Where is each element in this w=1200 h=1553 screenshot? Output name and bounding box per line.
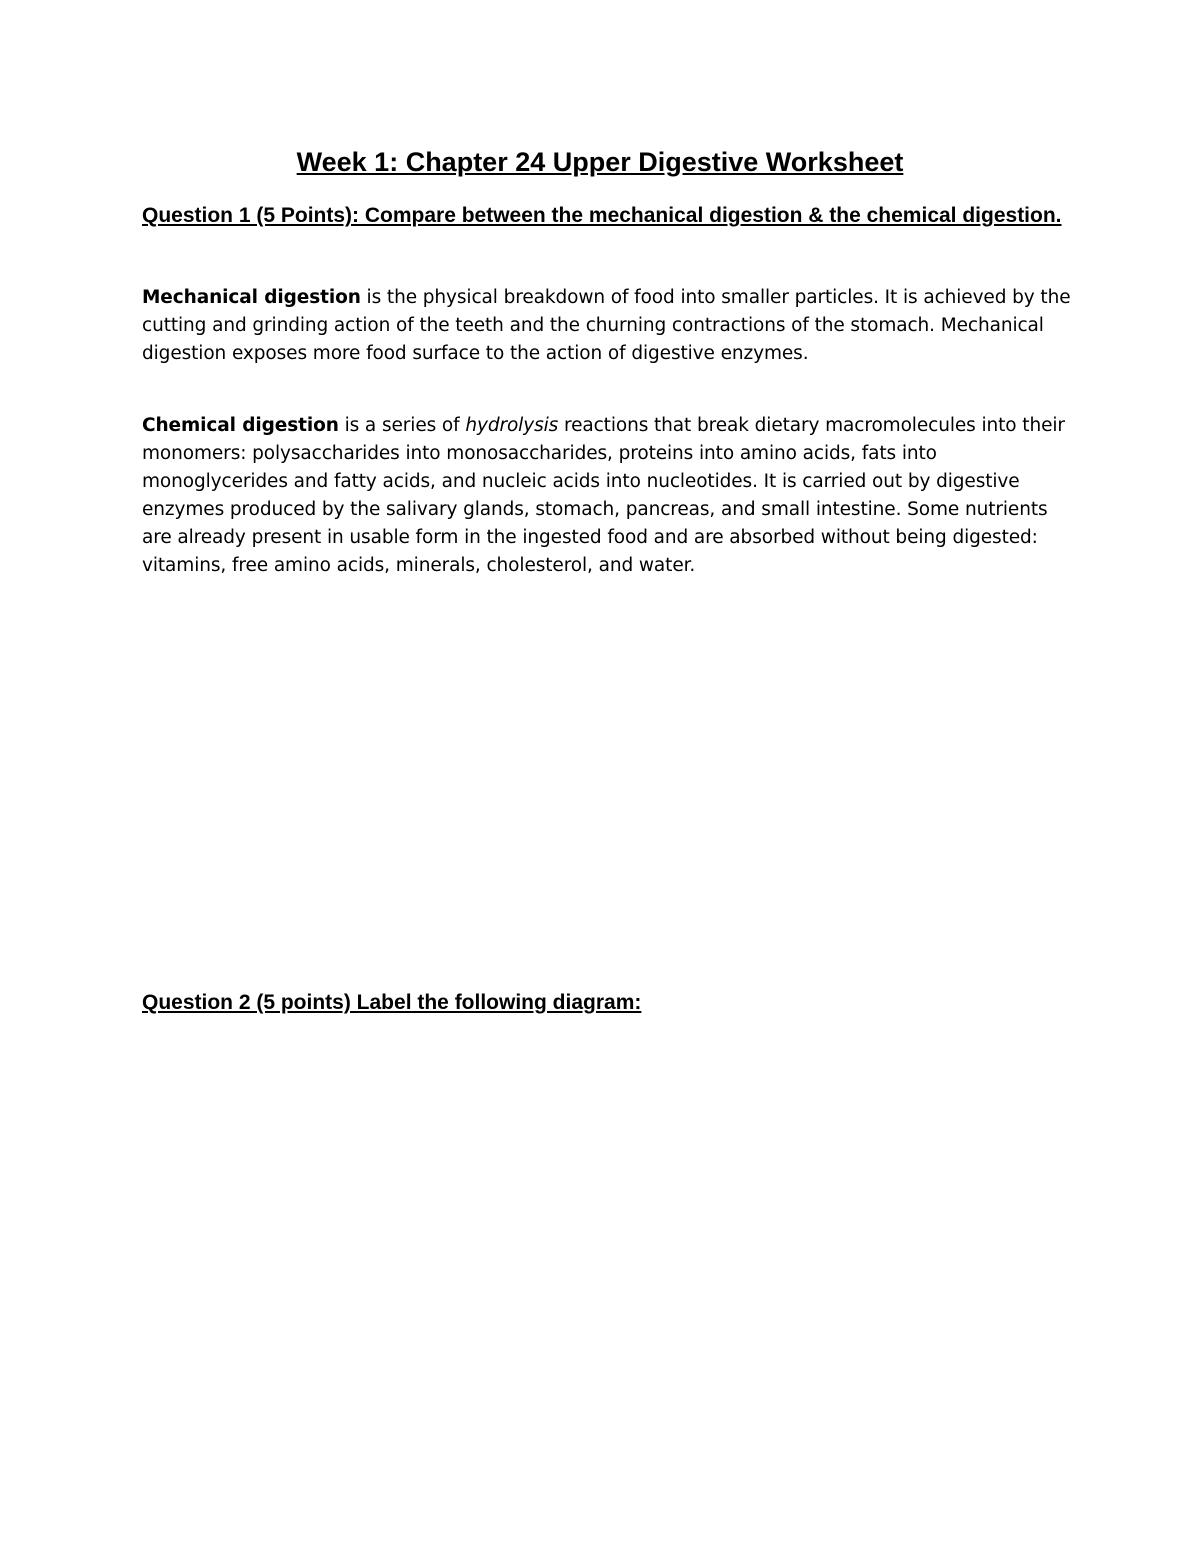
chemical-digestion-paragraph — [142, 412, 1072, 580]
chemical-digestion-term: Chemical digestion — [142, 415, 339, 436]
chemical-digestion-text-after: reactions that break dietary macromolecules into their monomers: polysaccharides into monosaccharides, proteins into amino acids, fats into monoglycerides and fatty acids, and nucleic acids into nucleotides. It is carried out by digestive enzymes produced by the salivary glands, stomach, pancreas, and small intestine. Some nutrients are already present in usable form in the ingested food and are absorbed without being digested: vitamins, free amino acids, minerals, cholesterol, and water. — [142, 415, 1065, 576]
question-1-prompt: Question 1 (5 Points): Compare between the mechanical digestion & the chemical digestion. — [142, 204, 1062, 227]
hydrolysis-emphasis: hydrolysis — [465, 415, 559, 436]
worksheet-title: Week 1: Chapter 24 Upper Digestive Worksheet — [296, 147, 904, 177]
mechanical-digestion-term: Mechanical digestion — [142, 287, 361, 308]
chemical-digestion-text-before: is a series of — [338, 415, 466, 436]
mechanical-digestion-paragraph — [142, 284, 1072, 368]
question-2-prompt: Question 2 (5 points) Label the following diagram: — [142, 991, 642, 1014]
mechanical-digestion-text: is the physical breakdown of food into smaller particles. It is achieved by the cutting and grinding action of the teeth and the churning contractions of the stomach. Mechanical digestion exposes more food surface to the action of digestive enzymes. — [142, 287, 1071, 364]
